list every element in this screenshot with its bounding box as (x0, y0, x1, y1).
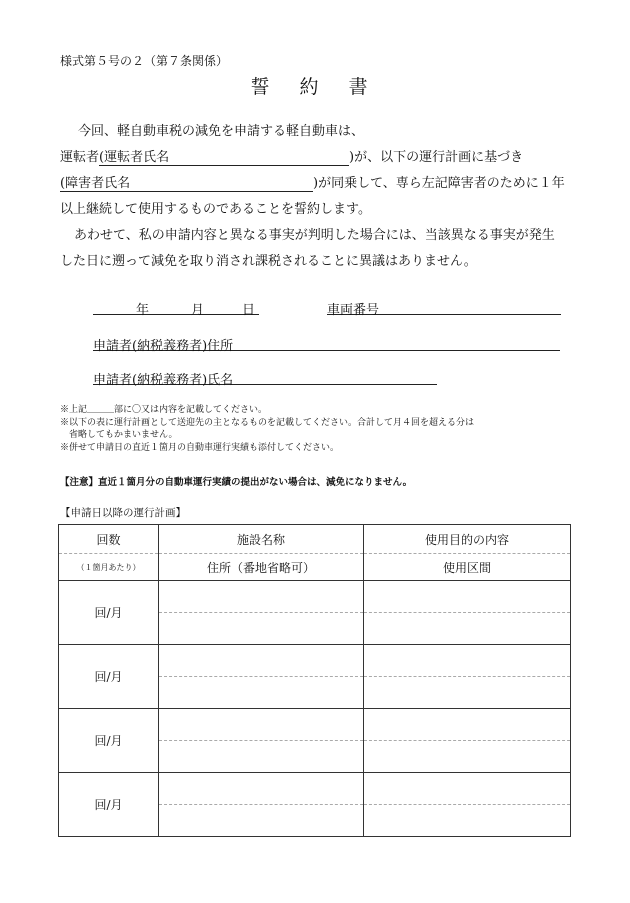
address-cell[interactable] (159, 613, 364, 645)
name-label: 申請者(納税義務者)氏名 (93, 373, 234, 388)
section-cell[interactable] (364, 741, 571, 773)
body-line-2 (60, 146, 523, 166)
purpose-cell[interactable] (364, 645, 571, 677)
disabled-person-name-field[interactable]: (障害者氏名 (60, 172, 313, 192)
facility-cell[interactable] (159, 709, 364, 741)
form-number: 様式第５号の２（第７条関係） (60, 54, 229, 68)
address-cell[interactable] (159, 677, 364, 709)
header-purpose: 使用目的の内容 (364, 525, 571, 554)
header-section: 使用区間 (364, 554, 571, 581)
section-cell[interactable] (364, 613, 571, 645)
header-count-sub: （１箇月あたり） (59, 554, 159, 581)
table-row (59, 645, 571, 677)
count-cell[interactable]: 回/月 (59, 773, 159, 837)
body-line-3 (60, 172, 565, 192)
table-row (59, 709, 571, 741)
driver-name-field[interactable]: (運転者氏名 (99, 146, 349, 166)
vehicle-number-label: 車両番号 (327, 303, 380, 318)
header-count: 回数 (59, 525, 159, 554)
facility-cell[interactable] (159, 773, 364, 805)
section-cell[interactable] (364, 805, 571, 837)
header-address: 住所（番地省略可） (159, 554, 364, 581)
body-line-3-suffix: )が同乗して、専ら左記障害者のために１年 (313, 176, 565, 191)
address-cell[interactable] (159, 741, 364, 773)
plan-title: 【申請日以降の運行計画】 (60, 507, 186, 519)
body-line-5: あわせて、私の申請内容と異なる事実が判明した場合には、当該異なる事実が発生 (74, 228, 555, 243)
note-3: 省略してもかまいません。 (60, 430, 178, 440)
notes (60, 404, 474, 454)
notice: 【注意】直近１箇月分の自動車運行実績の提出がない場合は、減免になりません。 (60, 477, 413, 488)
note-4: ※併せて申請日の直近１箇月の自動車運行実績も添付してください。 (60, 442, 340, 453)
count-cell[interactable]: 回/月 (59, 581, 159, 645)
plan-table (58, 524, 571, 837)
year-label: 年 (136, 303, 150, 318)
section-cell[interactable] (364, 677, 571, 709)
body-line-2-suffix: )が、以下の運行計画に基づき (349, 150, 524, 165)
day-label: 日 (242, 303, 256, 318)
address-cell[interactable] (159, 805, 364, 837)
note-2: ※以下の表に運行計画として送迎先の主となるものを記載してください。合計して月４回を超える分は (60, 417, 475, 428)
document-title: 誓 約 書 (250, 76, 380, 98)
purpose-cell[interactable] (364, 709, 571, 741)
purpose-cell[interactable] (364, 581, 571, 613)
note-1: ※上記＿＿＿部に〇又は内容を記載してください。 (60, 405, 268, 415)
driver-label: 運転者 (60, 150, 100, 165)
facility-cell[interactable] (159, 645, 364, 677)
table-row (59, 581, 571, 613)
month-label: 月 (191, 303, 205, 318)
body-line-1: 今回、軽自動車税の減免を申請する軽自動車は、 (78, 124, 365, 139)
table-row (59, 773, 571, 805)
header-facility: 施設名称 (159, 525, 364, 554)
count-cell[interactable]: 回/月 (59, 645, 159, 709)
date-underline[interactable] (93, 314, 259, 315)
body-line-6: した日に遡って減免を取り消され課税されることに異議はありません。 (60, 254, 477, 269)
count-cell[interactable]: 回/月 (59, 709, 159, 773)
facility-cell[interactable] (159, 581, 364, 613)
purpose-cell[interactable] (364, 773, 571, 805)
address-label: 申請者(納税義務者)住所 (93, 339, 234, 354)
body-line-4: 以上継続して使用するものであることを誓約します。 (60, 202, 371, 217)
